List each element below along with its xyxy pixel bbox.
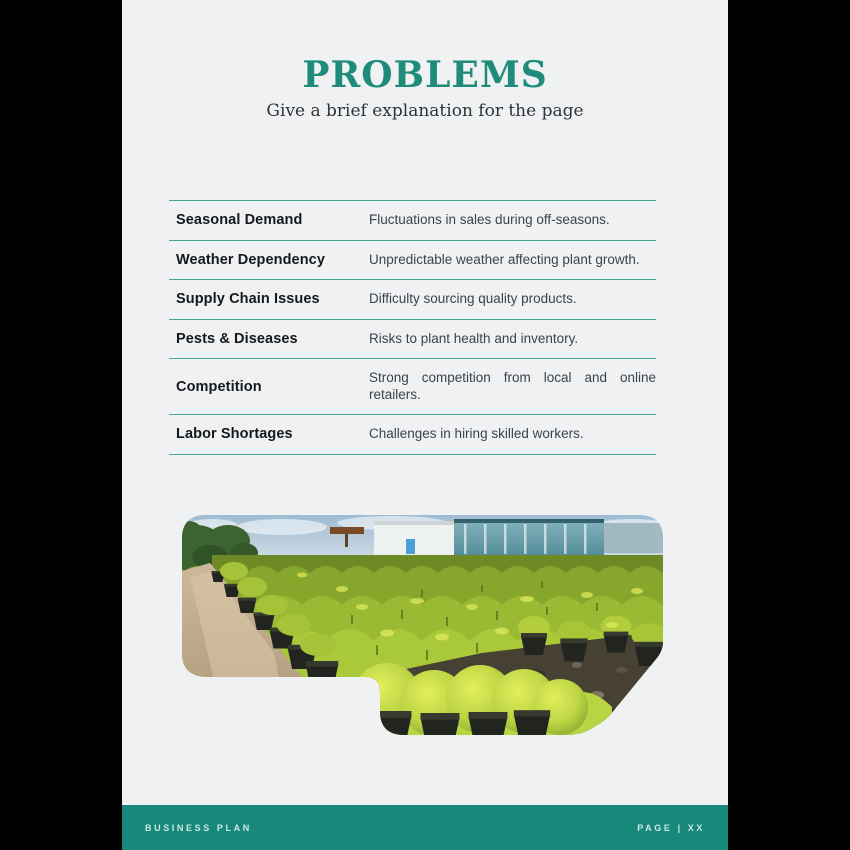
problem-description: Risks to plant health and inventory. — [369, 330, 579, 346]
table-row — [169, 358, 656, 414]
problem-description: Difficulty sourcing quality products. — [369, 291, 577, 306]
problem-term: Labor Shortages — [176, 426, 293, 443]
nursery-photo-illustration — [182, 515, 663, 740]
footer-page-number: PAGE | XX — [637, 822, 705, 833]
page-subtitle: Give a brief explanation for the page — [266, 101, 584, 121]
document-page — [122, 0, 728, 850]
table-row — [169, 240, 656, 280]
problem-term: Weather Dependency — [176, 251, 325, 268]
problem-description: Unpredictable weather affecting plant growth. — [369, 251, 640, 267]
footer-document-label: BUSINESS PLAN — [145, 822, 252, 833]
table-row — [169, 200, 656, 240]
footer-bar — [122, 805, 728, 850]
problem-term: Seasonal Demand — [176, 212, 303, 229]
problem-description: Fluctuations in sales during off-seasons. — [369, 212, 610, 227]
problem-description: Challenges in hiring skilled workers. — [369, 426, 584, 441]
page-title: PROBLEMS — [302, 54, 548, 96]
table-row — [169, 279, 656, 319]
table-row — [169, 414, 656, 455]
problem-description: Strong competition from local and online retailers. — [369, 370, 656, 402]
problem-term: Competition — [176, 378, 262, 395]
table-row — [169, 319, 656, 359]
problems-table — [169, 200, 656, 455]
buildings — [374, 519, 663, 555]
problem-term: Pests & Diseases — [176, 330, 298, 347]
nursery-photo — [182, 515, 663, 740]
problem-term: Supply Chain Issues — [176, 291, 320, 308]
